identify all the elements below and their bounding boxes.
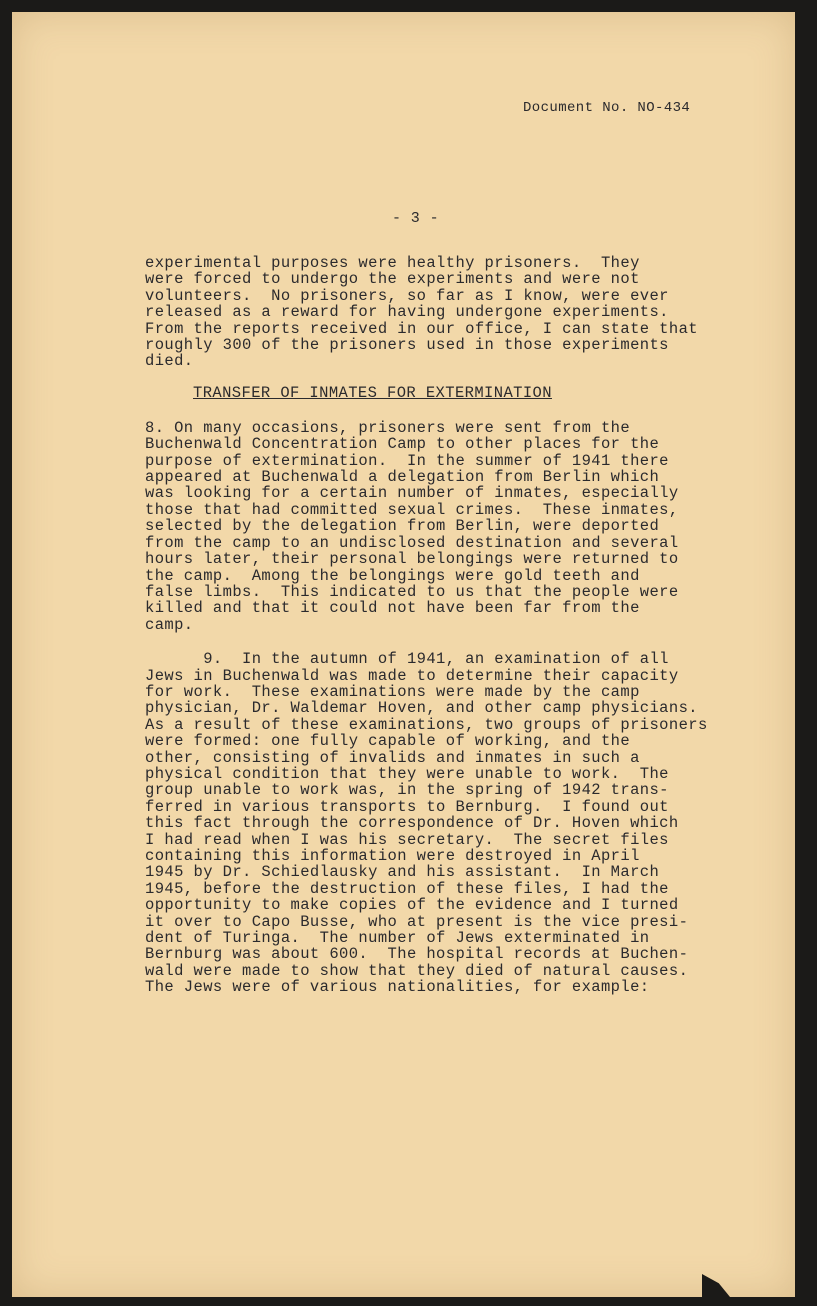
document-number: Document No. NO-434 (523, 100, 691, 116)
paragraph-8: 8. On many occasions, prisoners were sent from the Buchenwald Concentration Camp to other places for the purpose of extermination. In the summer of 1941 there appeared at Buchenwald a delegation from Berlin which was looking for a certain number of inmates, especially those that had committed sexual crimes. These inmates, selected by the delegation from Berlin, were deported from the camp to an undisclosed destination and several hours later, their personal belongings were returned to the camp. Among the belongings were gold teeth and false limbs. This indicated to us that the people were killed and that it could not have been far from the camp. (145, 418, 679, 634)
paragraph-intro: experimental purposes were healthy prisoners. They were forced to undergo the experiments and were not volunteers. No prisoners, so far as I know, were ever released as a reward for having undergone experiments. From the reports received in our office, I can state that roughly 300 of the prisoners used in those experiments died. (145, 254, 698, 371)
document-body (145, 255, 720, 996)
paragraph-9: 9. In the autumn of 1941, an examination of all Jews in Buchenwald was made to determine their capacity for work. These examinations were made by the camp physician, Dr. Waldemar Hoven, and other camp physicians. As a result of these examinations, two groups of prisoners were formed: one fully capable of working, and the other, consisting of invalids and inmates in such a physical condition that they were unable to work. The group unable to work was, in the spring of 1942 trans- ferred in various transports to Bernburg. I found out this fact through the correspondence of Dr. Hoven which I had read when I was his secretary. The secret files containing this information were destroyed in April 1945 by Dr. Schiedlausky and his assistant. In March 1945, before the destruction of these files, I had the opportunity to make copies of the evidence and I turned it over to Capo Busse, who at present is the vice presi- dent of Turinga. The number of Jews exterminated in Bernburg was about 600. The hospital records at Buchen- wald were made to show that they died of natural causes. The Jews were of various nationalities, for example: (145, 650, 708, 997)
page-number: - 3 - (392, 210, 440, 227)
document-page (12, 12, 795, 1297)
section-heading: TRANSFER OF INMATES FOR EXTERMINATION (193, 383, 552, 402)
